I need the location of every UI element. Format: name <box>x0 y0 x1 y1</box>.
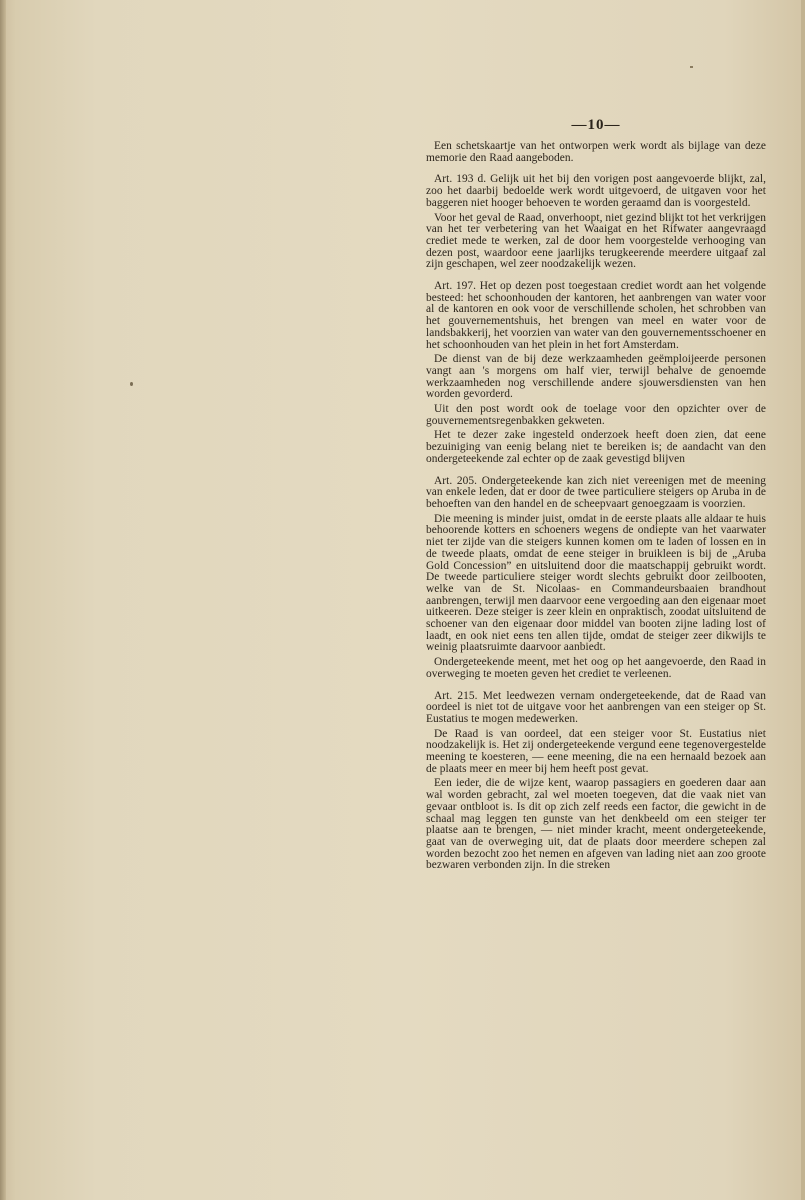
paragraph: De dienst van de bij deze werkzaamheden geëmploijeerde personen vangt aan 's morgens om half vier, terwijl behalve de genoemde werkzaamheden nog verschillende andere sjouwersdiensten van hen worden gevorderd. <box>426 353 766 401</box>
paragraph: Een ieder, die de wijze kent, waarop passagiers en goederen daar aan wal worden gebracht, zal wel moeten toegeven, dat die vaak niet van gevaar ontbloot is. Is dit op zich zelf reeds een factor, die gewicht in de schaal mag leggen ten gunste van het denkbeeld om een steiger ter plaatse aan te brengen, — niet minder kracht, meent ondergeteekende, gaat van de overweging uit, dat de plaats door meerdere schepen zal worden bezocht zoo het nemen en afgeven van lading niet aan zoo groote bezwaren verbonden zijn. In die streken <box>426 777 766 872</box>
paragraph: De Raad is van oordeel, dat een steiger voor St. Eustatius niet noodzakelijk is. Het zij ondergeteekende vergund eene tegenovergestelde meening te koesteren, — eene meening, die na een hernaald bezoek aan de plaats meer en meer bij hem heeft post gevat. <box>426 727 766 775</box>
page-right-edge <box>801 0 805 1200</box>
paragraph: Het te dezer zake ingesteld onderzoek heeft doen zien, dat eene bezuiniging van eenig belang niet te bereiken is; de aandacht van den ondergeteekende zal echter op de zaak gevestigd blijven <box>426 429 766 465</box>
paragraphs <box>426 141 766 872</box>
page-number: —10— <box>571 117 621 133</box>
page-left-edge <box>0 0 6 1200</box>
paragraph: Art. 197. Het op dezen post toegestaan crediet wordt aan het volgende besteed: het schoonhouden der kantoren, het aanbrengen van water voor al de kantoren en ook voor de verschillende scholen, het schrobben van het gouvernementshuis, het brengen van meel en water voor de landsbakkerij, het voorzien van water van den gouvernementsschoener en het schoonhouden van het plein in het fort Amsterdam. <box>426 280 766 351</box>
paragraph: Art. 205. Ondergeteekende kan zich niet vereenigen met de meening van enkele leden, dat er door de twee particuliere steigers op Aruba in de behoeften van den handel en de scheepvaart genoegzaam is voorzien. <box>426 474 766 510</box>
paragraph: Een schetskaartje van het ontworpen werk wordt als bijlage van deze memorie den Raad aangeboden. <box>426 140 766 164</box>
paper-speck <box>130 382 133 386</box>
paragraph: Art. 215. Met leedwezen vernam ondergeteekende, dat de Raad van oordeel is niet tot de uitgave voor het aanbrengen van een steiger op St. Eustatius te mogen medewerken. <box>426 689 766 725</box>
paragraph: Die meening is minder juist, omdat in de eerste plaats alle aldaar te huis behoorende kotters en schoeners wegens de ondiepte van het vaarwater niet ter zijde van die steigers kunnen komen om te laden of lossen en in de tweede plaats, omdat de eene steiger in bruikleen is bij de „Aruba Gold Concession” en uitsluitend door die maatschappij gebruikt wordt. De tweede particuliere steiger wordt slechts gebruikt door zeilbooten, welke van de St. Nicolaas- en Commandeursbaaien brandhout aanbrengen, terwijl men daarvoor eene vergoeding aan den eigenaar moet uitkeeren. Deze steiger is zeer klein en onpraktisch, zoodat uitsluitend de schoener van den eigenaar door middel van booten zijne lading lost of laadt, en ook niet eens ten allen tijde, omdat de steiger zeer dikwijls te weinig plaatsruimte daarvoor aanbiedt. <box>426 512 766 654</box>
paragraph: Uit den post wordt ook de toelage voor den opzichter over de gouvernementsregenbakken gekweten. <box>426 403 766 427</box>
paragraph: Art. 193 d. Gelijk uit het bij den vorigen post aangevoerde blijkt, zal, zoo het daarbij bedoelde werk wordt uitgevoerd, de uitgaven voor het baggeren niet hooger behoeven te worden geraamd dan is voorgesteld. <box>426 173 766 209</box>
document-text <box>426 115 766 875</box>
paper-speck <box>690 66 693 68</box>
paragraph: Ondergeteekende meent, met het oog op het aangevoerde, den Raad in overweging te moeten geven het crediet te verleenen. <box>426 656 766 680</box>
paragraph: Voor het geval de Raad, onverhoopt, niet gezind blijkt tot het verkrijgen van het ter verbetering van het Waaigat en het Rifwater aangevraagd crediet mede te werken, zal de door hem voorgestelde verhooging van dezen post, waardoor eene jaarlijks terugkeerende meerdere uitgaaf zal zijn geschapen, wel zeer noodzakelijk wezen. <box>426 211 766 271</box>
